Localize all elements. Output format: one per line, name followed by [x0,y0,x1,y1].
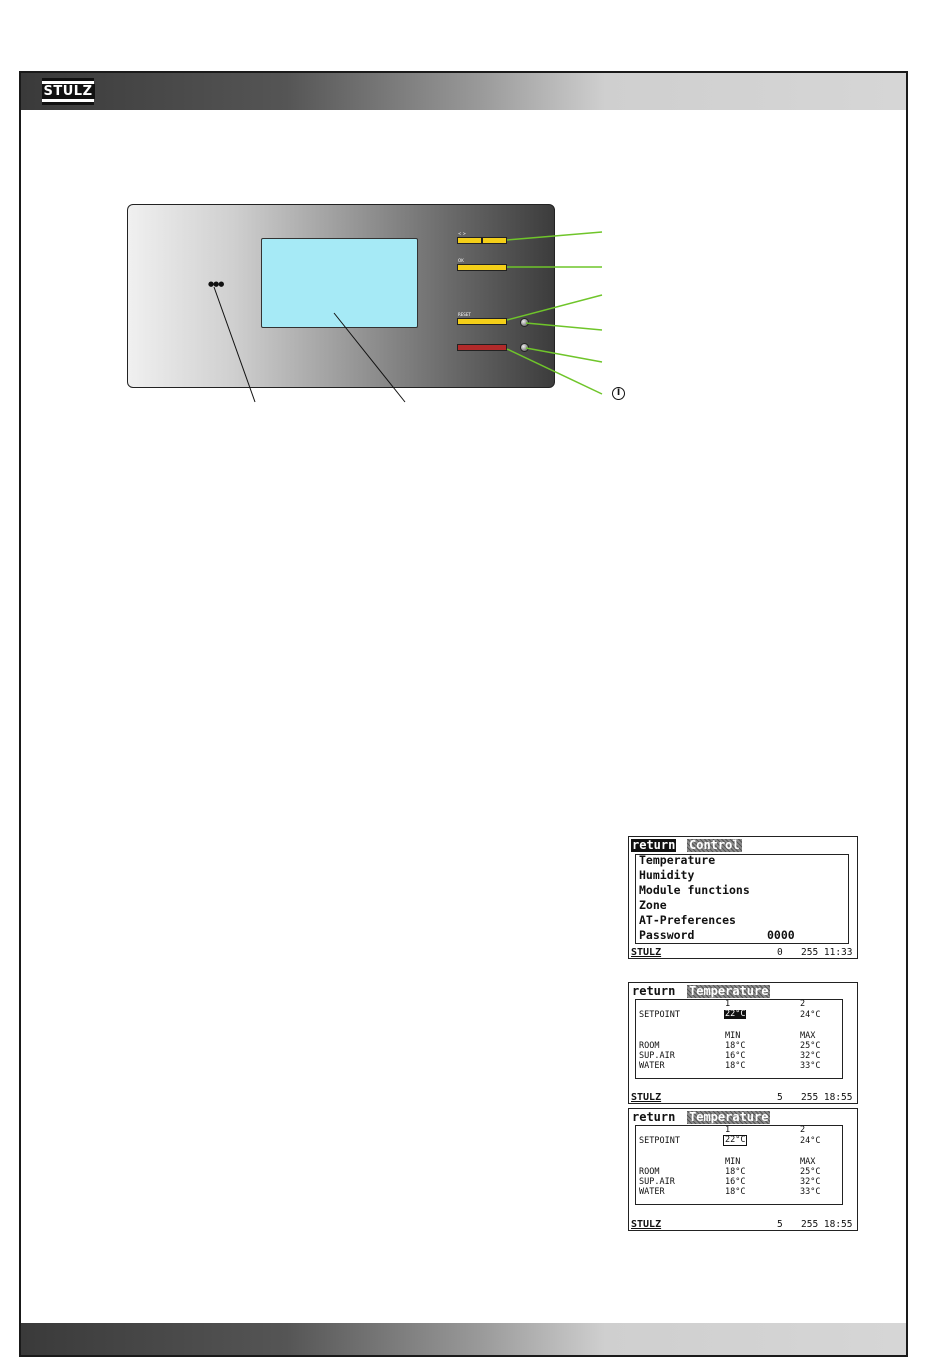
menu-item-zone[interactable]: Zone [639,898,667,912]
row-room-min[interactable]: 18°C [725,1041,746,1051]
row-room-label: ROOM [639,1041,660,1051]
status-count: 5 [777,1092,783,1103]
status-brand: STULZ [631,1092,662,1103]
row-supair-label: SUP.AIR [639,1051,675,1061]
status-count: 5 [777,1219,783,1230]
setpoint-1-value[interactable]: 22°C [725,1135,746,1145]
password-value[interactable]: 0000 [767,928,795,942]
row-water-max[interactable]: 33°C [800,1187,821,1197]
tab-control[interactable]: Control [689,838,740,852]
row-supair-label: SUP.AIR [639,1177,675,1187]
min-header: MIN [725,1031,741,1041]
status-leds: ●●● [208,280,224,288]
setpoint-2-value[interactable]: 24°C [800,1136,821,1146]
setpoint-label: SETPOINT [639,1136,680,1146]
row-water-label: WATER [639,1187,665,1197]
menu-item-password[interactable]: Password [639,928,695,942]
row-water-label: WATER [639,1061,665,1071]
menu-item-at-preferences[interactable]: AT-Preferences [639,913,736,927]
menu-item-humidity[interactable]: Humidity [639,868,695,882]
status-count: 0 [777,947,783,958]
max-header: MAX [800,1031,816,1041]
callout-lines [0,0,950,420]
ok-button-caption: OK [458,258,464,263]
reset-button-caption: RESET [458,312,471,317]
row-supair-max[interactable]: 32°C [800,1051,821,1061]
column-2-header: 2 [800,999,806,1009]
logo-text: STULZ [43,84,93,99]
row-water-max[interactable]: 33°C [800,1061,821,1071]
row-supair-min[interactable]: 16°C [725,1051,746,1061]
screen-main-menu [628,836,858,959]
setpoint-label: SETPOINT [639,1010,680,1020]
tab-return[interactable]: return [632,838,676,852]
row-room-min[interactable]: 18°C [725,1167,746,1177]
row-supair-min[interactable]: 16°C [725,1177,746,1187]
status-time: 255 11:33 [801,947,853,958]
status-brand: STULZ [631,1219,662,1230]
menu-item-module-functions[interactable]: Module functions [639,883,750,897]
screen-temperature-selected [628,982,858,1104]
min-header: MIN [725,1157,741,1167]
row-room-label: ROOM [639,1167,660,1177]
column-1-header: 1 [725,999,731,1009]
status-time: 255 18:55 [801,1219,853,1230]
tab-temperature[interactable]: Temperature [689,984,769,998]
setpoint-1-value[interactable]: 22°C [725,1009,746,1019]
row-water-min[interactable]: 18°C [725,1061,746,1071]
column-2-header: 2 [800,1125,806,1135]
tab-return[interactable]: return [632,1110,676,1124]
screen-temperature-edit [628,1108,858,1231]
row-room-max[interactable]: 25°C [800,1167,821,1177]
footer-band [21,1323,906,1355]
column-1-header: 1 [725,1125,731,1135]
row-supair-max[interactable]: 32°C [800,1177,821,1187]
setpoint-2-value[interactable]: 24°C [800,1010,821,1020]
tab-return[interactable]: return [632,984,676,998]
power-symbol-icon: I [612,387,625,400]
status-brand: STULZ [631,947,662,958]
tab-temperature[interactable]: Temperature [689,1110,769,1124]
row-room-max[interactable]: 25°C [800,1041,821,1051]
status-time: 255 18:55 [801,1092,853,1103]
menu-item-temperature[interactable]: Temperature [639,853,716,867]
max-header: MAX [800,1157,816,1167]
arrow-button-caption: < > [458,231,466,236]
row-water-min[interactable]: 18°C [725,1187,746,1197]
